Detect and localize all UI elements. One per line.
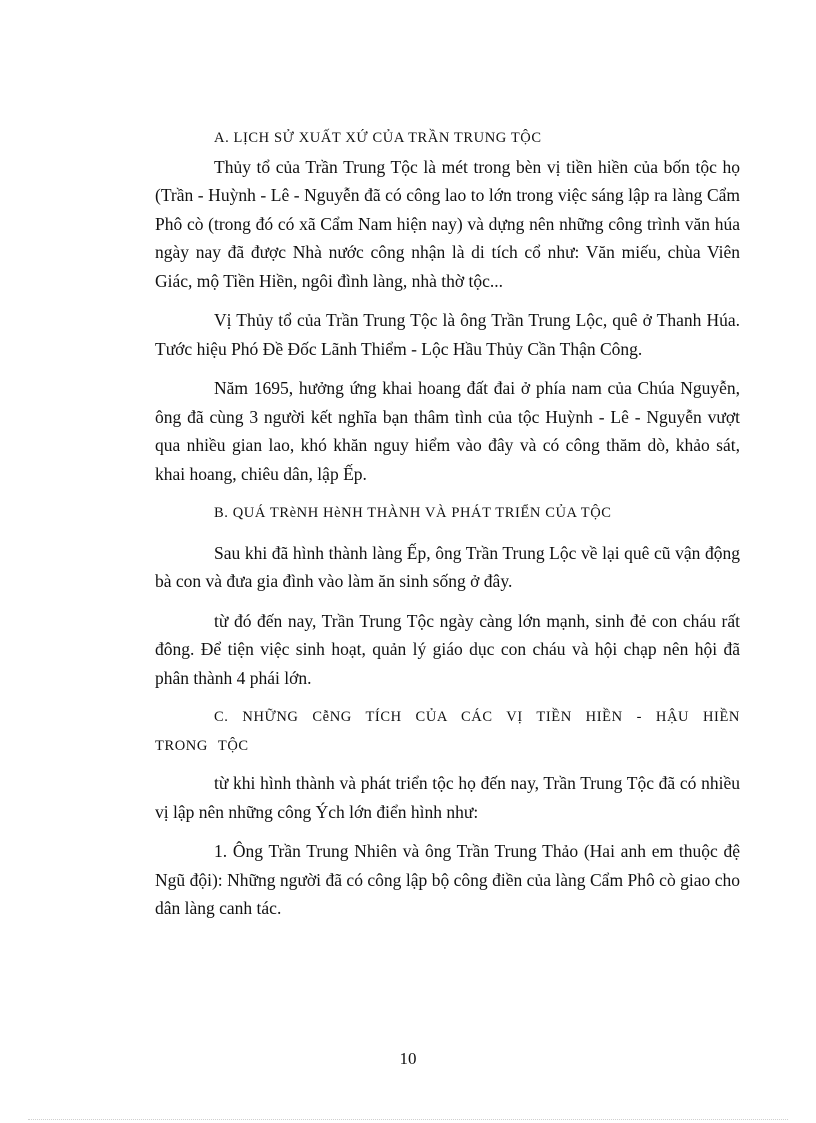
section-a-paragraph-3: Năm 1695, hưởng ứng khai hoang đất đai ở phía nam của Chúa Nguyễn, ông đã cùng 3 người kết nghĩa bạn thâm tình của tộc Huỳnh - Lê - Nguyễn vượt qua nhiều gian lao, khó khăn nguy hiểm vào đây và có công thăm dò, khảo sát, khai hoang, chiêu dân, lập Ếp.	[155, 378, 740, 484]
page-content	[155, 124, 740, 934]
page-number: 10	[399, 1049, 417, 1068]
section-c-paragraph-2: 1. Ông Trần Trung Nhiên và ông Trần Trung Thảo (Hai anh em thuộc đệ Ngũ đội): Những người đã có công lập bộ công điền của làng Cẩm Phô cò giao cho dân làng canh tác.	[155, 841, 740, 918]
footer-divider	[28, 1119, 788, 1120]
section-c-paragraph-1: từ khi hình thành và phát triển tộc họ đến nay, Trần Trung Tộc đã có nhiều vị lập nên những công Ých lớn điển hình như:	[155, 773, 740, 822]
section-a-heading: A. LỊCH SỬ XUẤT XỨ CỦA TRẦN TRUNG TỘC	[214, 130, 542, 146]
section-a-paragraph-1: Thủy tổ của Trần Trung Tộc là mét trong bèn vị tiền hiền của bốn tộc họ (Trần - Huỳnh - Lê - Nguyễn đã có công lao to lớn trong việc sáng lập ra làng Cẩm Phô cò (trong đó có xã Cẩm Nam hiện nay) và dựng nên những công trình văn húa ngày nay đã được Nhà nước công nhận là di tích cổ như: Văn miếu, chùa Viên Giác, mộ Tiền Hiền, ngôi đình làng, nhà thờ tộc...	[155, 156, 740, 291]
section-b-paragraph-2: từ đó đến nay, Trần Trung Tộc ngày càng lớn mạnh, sinh đẻ con cháu rất đông. Để tiện việc sinh hoạt, quản lý giáo dục con cháu và hội chạp nên hội đã phân thành 4 phái lớn.	[155, 610, 740, 688]
section-b-paragraph-1: Sau khi đã hình thành làng Ếp, ông Trần Trung Lộc về lại quê cũ vận động bà con và đưa gia đình vào làm ăn sinh sống ở đây.	[155, 542, 740, 591]
section-b-heading: B. QUÁ TRèNH HèNH THÀNH VÀ PHÁT TRIỂN CỦA TỘC	[214, 505, 612, 521]
section-c-heading: C. NHỮNG CễNG TÍCH CỦA CÁC VỊ TIỀN HIỀN - HẬU HIỀN TRONG TỘC	[155, 709, 740, 754]
section-a-paragraph-2: Vị Thủy tổ của Trần Trung Tộc là ông Trần Trung Lộc, quê ở Thanh Húa. Tước hiệu Phó Đề Đốc Lãnh Thiểm - Lộc Hầu Thủy Cần Thận Công.	[155, 310, 740, 359]
